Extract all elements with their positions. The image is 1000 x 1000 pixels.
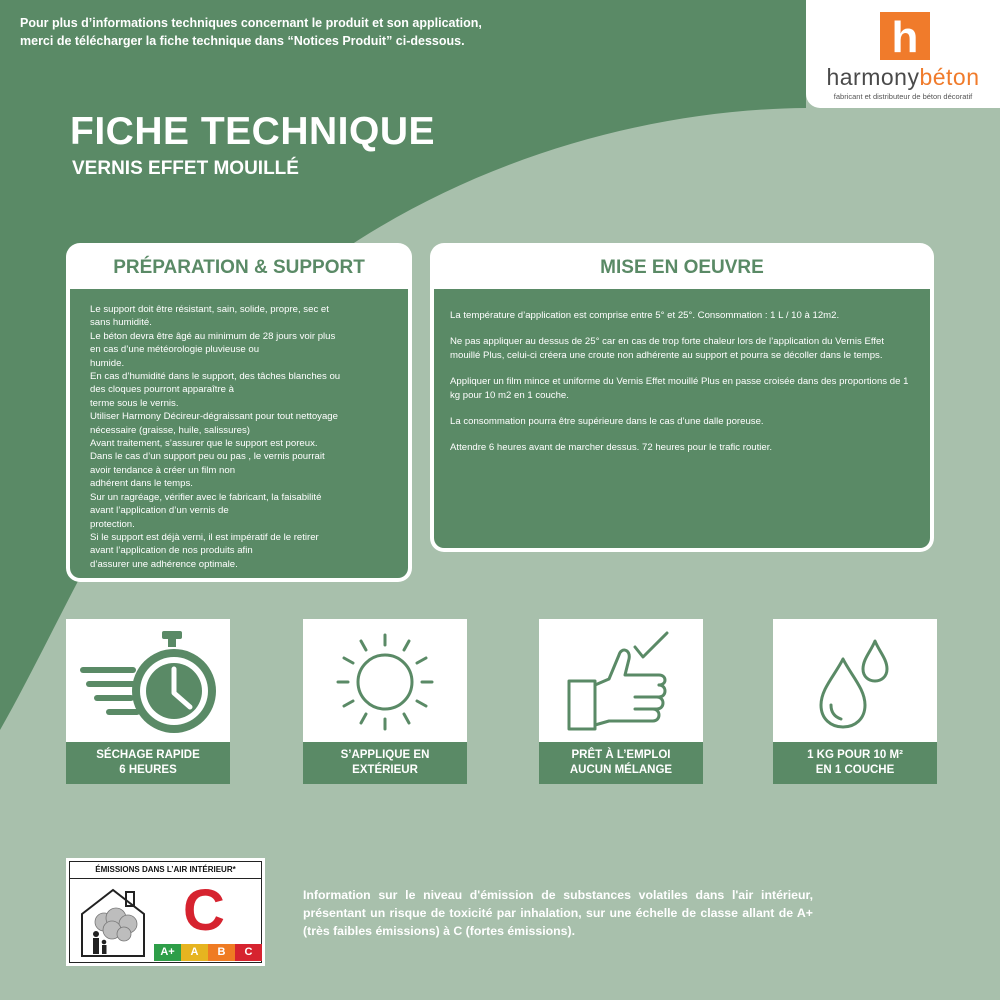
thumbs-up-icon — [539, 619, 703, 742]
emissions-divider — [70, 878, 261, 879]
harmony-logo-icon — [880, 12, 930, 65]
preparation-line: terme sous le vernis. — [90, 397, 179, 409]
notice-line-2: merci de télécharger la fiche technique dans “Notices Produit” ci-dessous. — [20, 34, 465, 48]
preparation-line: Le support doit être résistant, sain, solide, propre, sec et — [90, 304, 329, 315]
emissions-info: Information sur le niveau d'émission de substances volatiles dans l'air intérieur, présentant un risque de toxicité par inhalation, sur une échelle de classe allant de A+ (très faibles émissions) à C (fortes émissions). — [303, 888, 813, 938]
mise-paragraph-1: La température d’application est comprise entre 5° et 25°. Consommation : 1 L / 10 à 12m2. — [450, 310, 840, 321]
emissions-frame — [69, 861, 262, 963]
scale-b: B — [208, 944, 235, 961]
stopwatch-icon — [66, 619, 230, 742]
mise-title: MISE EN OEUVRE — [600, 257, 764, 278]
preparation-line: Utiliser Harmony Décireur-dégraissant pour tout nettoyage — [90, 411, 338, 423]
preparation-line: avant l’application d’un vernis de — [90, 505, 229, 517]
logo-name-part2: béton — [919, 64, 980, 90]
preparation-line: Sur un ragréage, vérifier avec le fabricant, la faisabilité — [90, 491, 322, 503]
preparation-line: nécessaire (graisse, huile, salissures) — [90, 424, 250, 436]
preparation-line: sans humidité. — [90, 317, 152, 329]
feature-ready-line1: PRÊT À L’EMPLOI — [571, 749, 671, 761]
preparation-line: des cloques pourront apparaître à — [90, 384, 234, 396]
feature-drying — [66, 619, 230, 784]
feature-ready-label — [539, 742, 703, 784]
logo-name-part1: harmony — [826, 64, 920, 90]
feature-drying-line1: SÉCHAGE RAPIDE — [96, 749, 200, 761]
feature-coverage-label — [773, 742, 937, 784]
emissions-label — [66, 858, 265, 966]
download-notice — [20, 14, 720, 50]
feature-outdoor-line1: S’APPLIQUE EN — [340, 749, 430, 761]
preparation-line: adhérent dans le temps. — [90, 478, 193, 490]
emissions-class: C — [183, 878, 225, 943]
preparation-line: Si le support est déjà verni, il est impératif de le retirer — [90, 531, 319, 543]
preparation-card — [66, 243, 412, 582]
preparation-line: Le béton devra être âgé au minimum de 28 jours voir plus — [90, 330, 336, 342]
emissions-title: ÉMISSIONS DANS L’AIR INTÉRIEUR* — [95, 865, 236, 874]
preparation-line: En cas d’humidité dans le support, des tâches blanches ou — [90, 371, 341, 383]
house-icon — [76, 884, 150, 958]
preparation-line: Avant traitement, s’assurer que le support est poreux. — [90, 438, 318, 450]
preparation-line: en cas d’une météorologie pluvieuse ou — [90, 344, 260, 356]
feature-drying-label — [66, 742, 230, 784]
feature-outdoor-line2: EXTÉRIEUR — [352, 764, 418, 776]
page-subtitle: VERNIS EFFET MOUILLÉ — [72, 158, 299, 179]
logo-tagline: fabricant et distributeur de béton décoratif — [833, 92, 973, 101]
preparation-line: d’assurer une adhérence optimale. — [90, 558, 238, 570]
feature-ready — [539, 619, 703, 784]
scale-c: C — [235, 944, 262, 961]
feature-coverage — [773, 619, 937, 784]
drops-icon — [773, 619, 937, 742]
mise-paragraph-3: Appliquer un film mince et uniforme du Vernis Effet mouillé Plus en passe croisée dans des proportions de 1 kg pour 10 m2 en 1 couche. — [450, 376, 909, 401]
mise-paragraph-2: Ne pas appliquer au dessus de 25° car en cas de trop forte chaleur lors de l’application du Vernis Effet mouillé Plus, celui-ci créera une croute non adhérente au support et pourra se décoller dans le temps. — [450, 336, 885, 361]
sun-icon — [303, 619, 467, 742]
preparation-body — [70, 289, 408, 578]
mise-body — [434, 289, 930, 548]
mise-paragraph-5: Attendre 6 heures avant de marcher dessus. 72 heures pour le trafic routier. — [450, 442, 773, 454]
page-title: FICHE TECHNIQUE — [70, 110, 436, 153]
preparation-line: humide. — [90, 357, 125, 369]
preparation-title: PRÉPARATION & SUPPORT — [113, 257, 365, 278]
emissions-scale — [154, 944, 262, 961]
preparation-text — [90, 303, 388, 571]
feature-drying-line2: 6 HEURES — [119, 764, 177, 776]
feature-outdoor-label — [303, 742, 467, 784]
feature-coverage-line2: EN 1 COUCHE — [815, 764, 895, 776]
feature-coverage-line1: 1 KG POUR 10 M² — [807, 749, 903, 761]
feature-outdoor — [303, 619, 467, 784]
preparation-line: avoir tendance à créer un film non — [90, 464, 236, 476]
preparation-line: protection. — [90, 518, 135, 530]
mise-en-oeuvre-card — [430, 243, 934, 552]
logo-letter: h — [891, 13, 919, 60]
mise-paragraph-4: La consommation pourra être supérieure dans le cas d’une dalle poreuse. — [450, 416, 764, 428]
logo-wordmark — [806, 64, 1000, 91]
notice-line-1: Pour plus d’informations techniques concernant le produit et son application, — [20, 16, 482, 30]
preparation-line: avant l’application de nos produits afin — [90, 545, 253, 557]
scale-a: A — [181, 944, 208, 961]
scale-a-plus: A+ — [154, 944, 181, 961]
feature-ready-line2: AUCUN MÉLANGE — [569, 764, 673, 776]
preparation-line: Dans le cas d’un support peu ou pas , le vernis pourrait — [90, 451, 325, 463]
